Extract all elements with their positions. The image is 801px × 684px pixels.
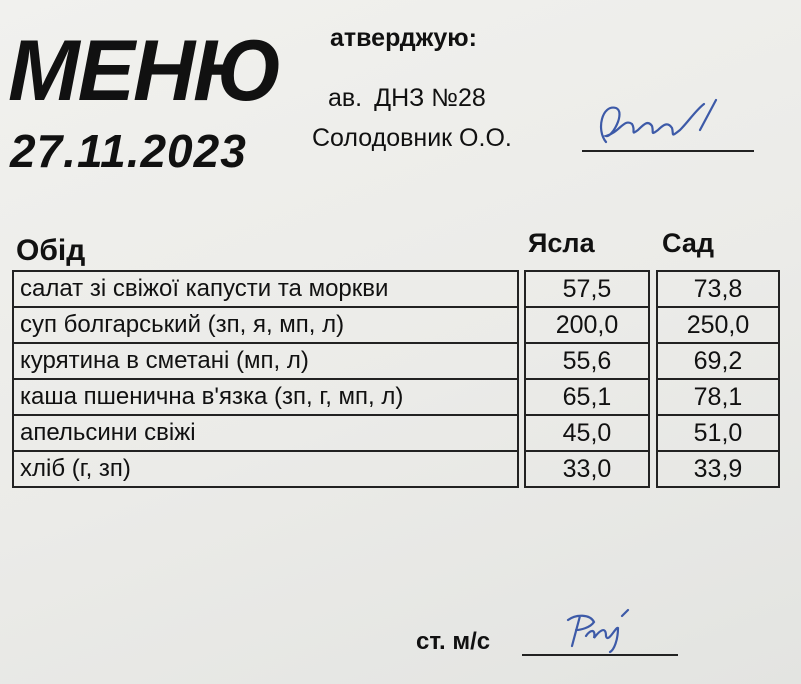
- menu-date: 27.11.2023: [10, 125, 247, 177]
- nurse-signature-icon: [560, 606, 650, 654]
- approval-label: атверджую:: [330, 24, 477, 52]
- table-row: [657, 415, 779, 451]
- sad-value: 33,9: [657, 451, 779, 487]
- table-row: [657, 271, 779, 307]
- sad-table: [656, 270, 780, 488]
- table-row: [13, 307, 518, 343]
- yasla-value: 57,5: [525, 271, 649, 307]
- table-row: [657, 343, 779, 379]
- table-row: [525, 271, 649, 307]
- sad-value: 69,2: [657, 343, 779, 379]
- school-line: [328, 86, 486, 111]
- table-row: [657, 307, 779, 343]
- sad-value: 73,8: [657, 271, 779, 307]
- table-row: [13, 415, 518, 451]
- column-header-yasla: Ясла: [528, 228, 595, 258]
- yasla-value: 65,1: [525, 379, 649, 415]
- table-row: [13, 271, 518, 307]
- dish-cell: салат зі свіжої капусти та моркви: [13, 271, 518, 307]
- school-name: ДНЗ №28: [374, 84, 486, 112]
- sad-value: 51,0: [657, 415, 779, 451]
- dish-cell: суп болгарський (зп, я, мп, л): [13, 307, 518, 343]
- yasla-value: 200,0: [525, 307, 649, 343]
- dish-table: [12, 270, 519, 488]
- dish-cell: каша пшенична в'язка (зп, г, мп, л): [13, 379, 518, 415]
- table-row: [525, 415, 649, 451]
- yasla-value: 55,6: [525, 343, 649, 379]
- yasla-value: 33,0: [525, 451, 649, 487]
- nurse-signature-line: [522, 654, 678, 656]
- head-name: Солодовник О.О.: [312, 124, 512, 152]
- dish-cell: курятина в сметані (мп, л): [13, 343, 518, 379]
- table-row: [525, 379, 649, 415]
- table-row: [13, 379, 518, 415]
- table-row: [525, 307, 649, 343]
- sad-value: 250,0: [657, 307, 779, 343]
- dish-cell: хліб (г, зп): [13, 451, 518, 487]
- yasla-value: 45,0: [525, 415, 649, 451]
- table-row: [13, 451, 518, 487]
- nurse-label: ст. м/с: [416, 628, 491, 655]
- table-row: [525, 343, 649, 379]
- dish-cell: апельсини свіжі: [13, 415, 518, 451]
- head-signature-icon: [592, 96, 722, 152]
- yasla-table: [524, 270, 650, 488]
- sad-value: 78,1: [657, 379, 779, 415]
- column-header-sad: Сад: [662, 228, 714, 258]
- table-row: [13, 343, 518, 379]
- column-header-meal: Обід: [16, 234, 86, 267]
- table-row: [657, 451, 779, 487]
- table-row: [525, 451, 649, 487]
- table-row: [657, 379, 779, 415]
- menu-title: МЕНЮ: [8, 23, 281, 119]
- school-prefix: ав.: [328, 84, 363, 112]
